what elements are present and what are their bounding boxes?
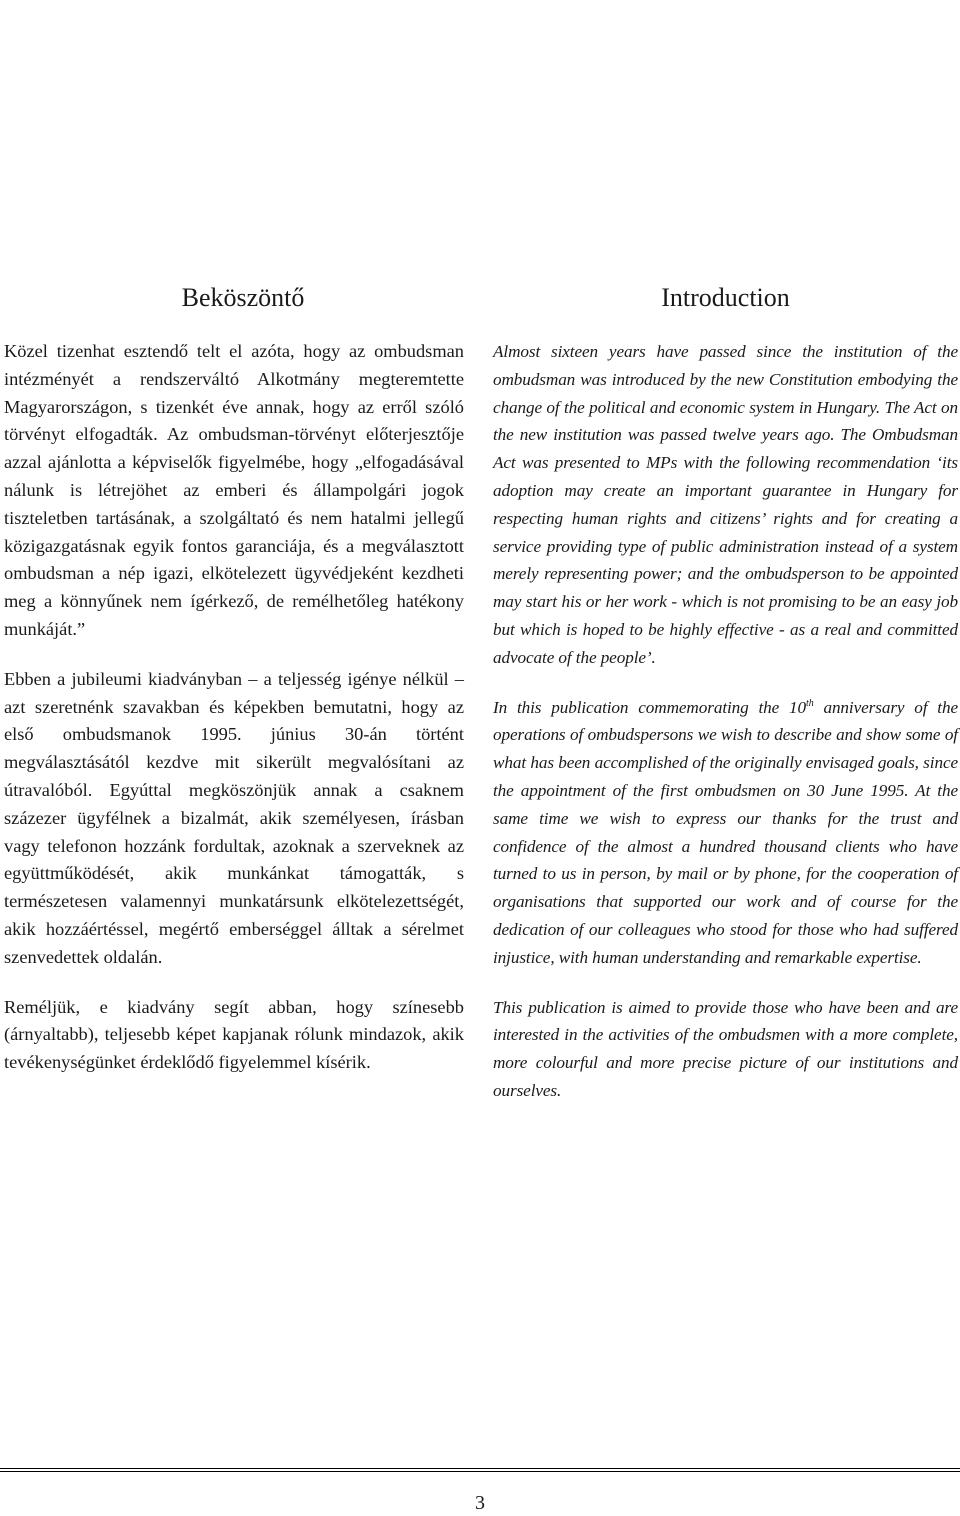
- hungarian-paragraph-1: Közel tizenhat esztendő telt el azóta, hogy az ombudsman intézményét a rendszerváltó Alkotmány megteremtette Magyarországon, s tizenkét éve annak, hogy az erről szóló törvényt elfogadták. Az ombudsman-törvényt előterjesztője azzal ajánlotta a képviselők figyelmébe, hogy „elfogadásával nálunk is létrejöhet az emberi és állampolgári jogok tiszteletben tartásának, a szolgáltató és nem hatalmi jellegű közigazgatásnak egyik fontos garanciája, és a megválasztott ombudsman a nép igazi, elkötelezett ügyvédjeként kezdheti meg a könnyűnek nem ígérkező, de remélhetőleg hatékony munkáját.”: [4, 341, 464, 639]
- hungarian-paragraph-2: Ebben a jubileumi kiadványban – a teljesség igénye nélkül – azt szeretnénk szavakban és képekben bemutatni, hogy az első ombudsmanok 1995. június 30-án történt megválasztásától kezdve mit sikerült megvalósítani az útravalóból. Egyúttal megköszönjük annak a csaknem százezer ügyfélnek a bizalmát, akik személyesen, írásban vagy telefonon hozzánk fordultak, azoknak a szerveknek az együttműködését, akik munkánkat támogatták, s természetesen valamennyi munkatársunk elkötelezettségét, akik hozzáértéssel, megértő emberséggel álltak a sérelmet szenvedettek oldalán.: [4, 668, 464, 967]
- english-column: [493, 282, 958, 1127]
- hungarian-heading: Beköszöntő: [181, 283, 305, 312]
- page-number: 3: [475, 1492, 485, 1514]
- english-paragraph-2-middle: anniversary of the operations of ombudspersons we wish to describe and show some of what has been accomplished of the originally envisaged goals, since the appointment of the first ombudsmen on 30 June 1995. At the same: [493, 697, 958, 828]
- english-paragraph-1: Almost sixteen years have passed since the institution of the ombudsman was introduced by the new Constitution embodying the change of the political and economic system in Hungary. The Act on the new institution was passed twelve years ago. The Ombudsman Act was presented to MPs with the following recommendation ‘its adoption may create an important guarantee in Hungary for respecting human rights and citizens’ rights and for creating a service providing type of public administration instead of a system merely representing power; and the ombudsperson to be appointed may start his or her work - which is not promising to be an easy job but which is hoped to be highly effective - as a real and committed advocate of the people’.: [493, 342, 958, 667]
- footer-rule-secondary: [0, 1471, 960, 1472]
- english-heading: Introduction: [661, 283, 790, 312]
- footer-rule: [0, 1468, 960, 1469]
- english-paragraph-3: This publication is aimed to provide those who have been and are interested in the activities of the ombudsmen with a more complete, more colourful and more precise picture of our institutions and ourselves.: [493, 997, 958, 1100]
- hungarian-column: [4, 282, 464, 1099]
- hungarian-paragraph-3: Reméljük, e kiadvány segít abban, hogy színesebb (árnyaltabb), teljesebb képet kapjanak rólunk mindazok, akik tevékenységünket érdeklődő figyelemmel kísérik.: [4, 996, 464, 1073]
- english-paragraph-2: [493, 694, 958, 972]
- english-paragraph-2-end: time we wish to express our thanks for the trust and confidence of the almost a hundred thousand clients who have turned to us in person, by mail or by phone, for the cooperation of organisations that supported our work and of course for the dedication of our colleagues who stood for those who had suffered injustice, with human understanding and remarkable expertise.: [493, 808, 958, 967]
- ordinal-suffix: th: [806, 697, 814, 709]
- english-paragraph-2-start: In this publication commemorating the 10: [493, 697, 807, 717]
